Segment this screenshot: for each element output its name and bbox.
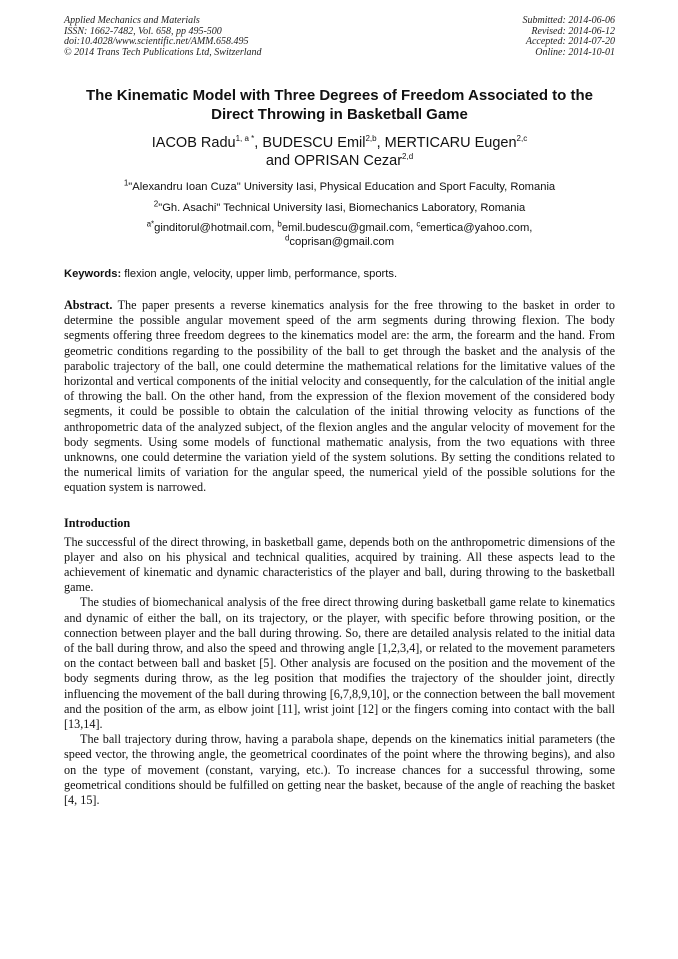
publication-dates bbox=[523, 16, 616, 58]
email-line-2 bbox=[64, 235, 615, 249]
author-name: IACOB Radu bbox=[151, 135, 236, 151]
journal-issn: ISSN: 1662-7482, Vol. 658, pp 495-500 bbox=[64, 25, 222, 37]
journal-doi[interactable]: doi:10.4028/www.scientific.net/AMM.658.495 bbox=[64, 36, 249, 47]
affiliations bbox=[64, 180, 615, 249]
author-affiliation-mark: 1, a * bbox=[235, 134, 255, 144]
keywords-text: flexion angle, velocity, upper limb, performance, sports. bbox=[121, 268, 398, 280]
journal-header bbox=[64, 16, 615, 58]
affiliation-2 bbox=[64, 198, 615, 215]
journal-name: Applied Mechanics and Materials bbox=[64, 15, 200, 26]
email-mark: b bbox=[277, 219, 282, 229]
keywords bbox=[64, 267, 615, 281]
email-link[interactable]: ginditorul@hotmail.com, bbox=[154, 222, 278, 234]
email-line-1 bbox=[64, 221, 615, 235]
date-submitted: Submitted: 2014-06-06 bbox=[522, 15, 615, 26]
author-name: BUDESCU Emil bbox=[262, 135, 366, 151]
journal-info bbox=[64, 16, 262, 58]
section-heading-introduction: Introduction bbox=[64, 515, 131, 530]
paragraph: The ball trajectory during throw, having a parabola shape, depends on the kinematics initial parameters (the speed vector, the throwing angle, the geometrical coordinates of the point where the throwing begins), and also on the type of movement (constant, varying, etc.). To increase chances for a successful throwing, some geometrical conditions should be fulfilled on getting near the basket, because of the angle of reaching the basket [4, 15]. bbox=[64, 732, 615, 808]
abstract-text: The paper presents a reverse kinematics analysis for the free throwing to the basket in order to determine the possible angular movement speed of the arm segments during throwing flexion. The body segments offering three freedom degrees to the kinematics model are: the arm, the forearm and the hand. From geometric conditions regarding to the possibility of the ball to get through the basket and the analysis of the parabolic trajectory of the ball, one could determine the mathematical relations for the limitative values of the horizontal and vertical components of the initial velocity and consequently, for the calculation of the initial angle of throwing the ball. On the other hand, from the expression of the flexion movement of the considered body segments, it could be possible to obtain the calculation of the initial throwing velocity as functions of the anthropometric data of the analyzed subject, of the flexion angles and the angular velocity of movement for the body segments. Using some models of functional mathematic analysis, from the two equations with three unknowns, one could determine the variation yield of the system solutions. By setting the conditions related to the numerical limits of variation for the angular speed, the numerical yield of the possible solutions for the equation system is narrowed. bbox=[64, 298, 615, 495]
author-emails bbox=[64, 221, 615, 249]
author-line-1 bbox=[64, 134, 615, 152]
author-list bbox=[64, 134, 615, 170]
affiliation-mark: 2 bbox=[153, 198, 159, 208]
author-affiliation-mark: 2,c bbox=[516, 134, 528, 144]
email-link[interactable]: emil.budescu@gmail.com, bbox=[281, 222, 417, 234]
email-mark: a* bbox=[146, 219, 155, 229]
date-revised: Revised: 2014-06-12 bbox=[531, 25, 615, 37]
author-name: OPRISAN Cezar bbox=[294, 153, 403, 169]
paragraph: The studies of biomechanical analysis of the free direct throwing during basketball game relate to kinematics and dynamic of either the ball, on its trajectory, or the player, with specific before throwing position, or the connection between player and the ball during throwing. So, there are detailed analysis related to the initial data of the ball during throw, and also the speed and throwing angle [1,2,3,4], or related to the movement parameters on the contact between ball and basket [5]. Other analysis are focused on the position and the movement of the body segments during throw, as the leg position that modifies the trajectory of the shoulder joint, directly influencing the movement of the ball during throwing [6,7,8,9,10], or the connection between the ball movement and the position of the arm, as elbow joint [11], wrist joint [12] or the fingers coming into contact with the ball [13,14]. bbox=[64, 595, 615, 732]
journal-copyright: © 2014 Trans Tech Publications Ltd, Switzerland bbox=[64, 46, 262, 58]
date-online: Online: 2014-10-01 bbox=[535, 46, 615, 58]
author-name: MERTICARU Eugen bbox=[384, 135, 517, 151]
abstract bbox=[64, 298, 615, 496]
email-mark: d bbox=[284, 233, 290, 243]
author-affiliation-mark: 2,d bbox=[402, 152, 414, 162]
date-accepted: Accepted: 2014-07-20 bbox=[525, 36, 615, 47]
abstract-label: Abstract. bbox=[64, 298, 113, 312]
author-affiliation-mark: 2,b bbox=[365, 134, 377, 144]
paper-title: The Kinematic Model with Three Degrees of Freedom Associated to the Direct Throwing in Basketball Game bbox=[85, 87, 594, 123]
author-line-2 bbox=[64, 152, 615, 170]
email-link[interactable]: coprisan@gmail.com bbox=[289, 236, 395, 248]
email-mark: c bbox=[416, 219, 421, 229]
affiliation-text: "Alexandru Ioan Cuza" University Iasi, Physical Education and Sport Faculty, Romania bbox=[128, 181, 556, 193]
email-link[interactable]: emertica@yahoo.com, bbox=[420, 222, 533, 234]
author-separator: , bbox=[376, 135, 385, 151]
affiliation-1 bbox=[64, 180, 615, 194]
affiliation-text: "Gh. Asachi" Technical University Iasi, Biomechanics Laboratory, Romania bbox=[158, 201, 526, 214]
author-separator: , bbox=[254, 135, 263, 151]
paragraph: The successful of the direct throwing, in basketball game, depends both on the anthropometric dimensions of the player and also on his physical and technical qualities, acquired by training. All these aspects lead to the achievement of kinematic and dynamic characteristics of the player and ball, during throwing to the basketball game. bbox=[64, 534, 615, 595]
keywords-label: Keywords: bbox=[64, 268, 122, 280]
affiliation-mark: 1 bbox=[123, 178, 129, 188]
author-conjunction: and bbox=[265, 153, 295, 169]
paper-page bbox=[64, 16, 615, 808]
